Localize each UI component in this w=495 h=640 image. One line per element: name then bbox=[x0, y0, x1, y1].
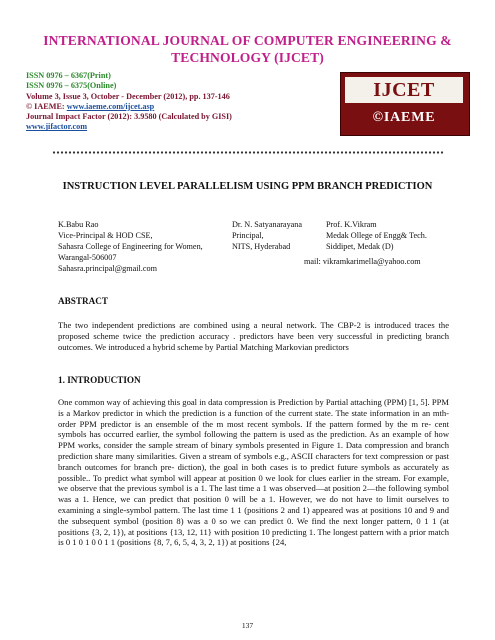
author-2-position: Principal, bbox=[232, 231, 264, 240]
dotted-divider bbox=[52, 151, 444, 154]
journal-metadata bbox=[26, 71, 326, 133]
volume-info: Volume 3, Issue 3, October - December (2012), pp. 137-146 bbox=[26, 91, 230, 101]
journal-title: INTERNATIONAL JOURNAL OF COMPUTER ENGINEERING & TECHNOLOGY (IJCET) bbox=[43, 33, 452, 65]
author-3-block bbox=[326, 219, 427, 252]
issn-online: ISSN 0976 – 6375(Online) bbox=[26, 81, 117, 91]
author-1-email: Sahasra.principal@gmail.com bbox=[58, 264, 157, 273]
logo-iaeme-text: ©IAEME bbox=[372, 110, 436, 125]
author-1-name: K.Babu Rao bbox=[58, 220, 99, 229]
iaeme-link[interactable]: www.iaeme.com/ijcet.asp bbox=[66, 101, 155, 111]
abstract-heading: ABSTRACT bbox=[58, 296, 109, 306]
author-3-affiliation: Medak Ollege of Engg& Tech. bbox=[326, 231, 427, 240]
logo-ijcet-text: IJCET bbox=[345, 77, 463, 103]
author-2-name: Dr. N. Satyanarayana bbox=[232, 220, 303, 229]
impact-factor: Journal Impact Factor (2012): 3.9580 (Calculated by GISI) bbox=[26, 112, 232, 122]
author-3-email: mail: vikramkarimella@yahoo.com bbox=[304, 257, 421, 266]
introduction-text: One common way of achieving this goal in data compression is Prediction by Partial attaching (PPM) [1, 5]. PPM is a Markov predictor in which the prediction is a function of the current state. The state information in an mth-order PPM predictor is an ensemble of the m most recent symbols. If the pattern formed by the m re- cent symbols has occurred earlier, the symbol following the pattern is used as the prediction. As an example of how PPM works, consider the sample stream of binary symbols presented in Figure 1. Data compression and branch prediction share many similarities. Given a stream of symbols e.g., ASCII characters for text compression or past branch outcomes for branch pre- diction), the goal in both cases is to predict future symbols as accurately as possible.. To predict what symbol will appear at position 0 we look for clues earlier in the stream. For example, we observe that the previous symbol is a 1. The last time a 1 was observed—at position 2—the following symbol was a 1. Hence, we can predict that position 0 will be a 1. However, we do not have to limit ourselves to examining a single-symbol pattern. The last time 1 1 (positions 2 and 1) appeared was at positions 10 and 9 and the subsequent symbol (position 8) was a 0 so we can predict 0. We find the next longer pattern, 0 1 1 (at positions {3, 2, 1}), at positions {13, 12, 11} with position 10 predicting 1. The longest pattern with a prior match is 0 1 0 1 0 0 1 1 (positions {8, 7, 6, 5, 4, 3, 2, 1}) at positions {24, bbox=[58, 397, 449, 548]
page-number: 137 bbox=[241, 621, 254, 630]
author-3-name: Prof. K.Vikram bbox=[326, 220, 377, 229]
iaeme-line bbox=[26, 102, 326, 112]
author-1-position: Vice-Principal & HOD CSE, bbox=[58, 231, 153, 240]
paper-title: INSTRUCTION LEVEL PARALLELISM USING PPM BRANCH PREDICTION bbox=[62, 181, 433, 192]
author-2-block bbox=[232, 219, 302, 252]
iaeme-prefix: © IAEME: bbox=[26, 101, 67, 111]
author-2-affiliation: NITS, Hyderabad bbox=[232, 242, 291, 251]
author-1-city: Warangal-506007 bbox=[58, 253, 117, 262]
jifactor-link[interactable]: www.jifactor.com bbox=[26, 122, 88, 132]
issn-print: ISSN 0976 – 6367(Print) bbox=[26, 71, 111, 80]
ijcet-logo bbox=[340, 72, 470, 136]
abstract-text: The two independent predictions are combined using a neural network. The CBP-2 is introduced traces the proposed scheme twice the prediction accuracy . predictors have been very successful in predicting branch outcomes. We introduced a hybrid scheme by Partial Matching Markovian predictors bbox=[58, 320, 449, 352]
author-1-affiliation: Sahasra College of Engineering for Women, bbox=[58, 242, 203, 251]
author-3-city: Siddipet, Medak (D) bbox=[326, 242, 394, 251]
introduction-heading: 1. INTRODUCTION bbox=[58, 375, 141, 385]
author-1-block bbox=[58, 219, 203, 274]
